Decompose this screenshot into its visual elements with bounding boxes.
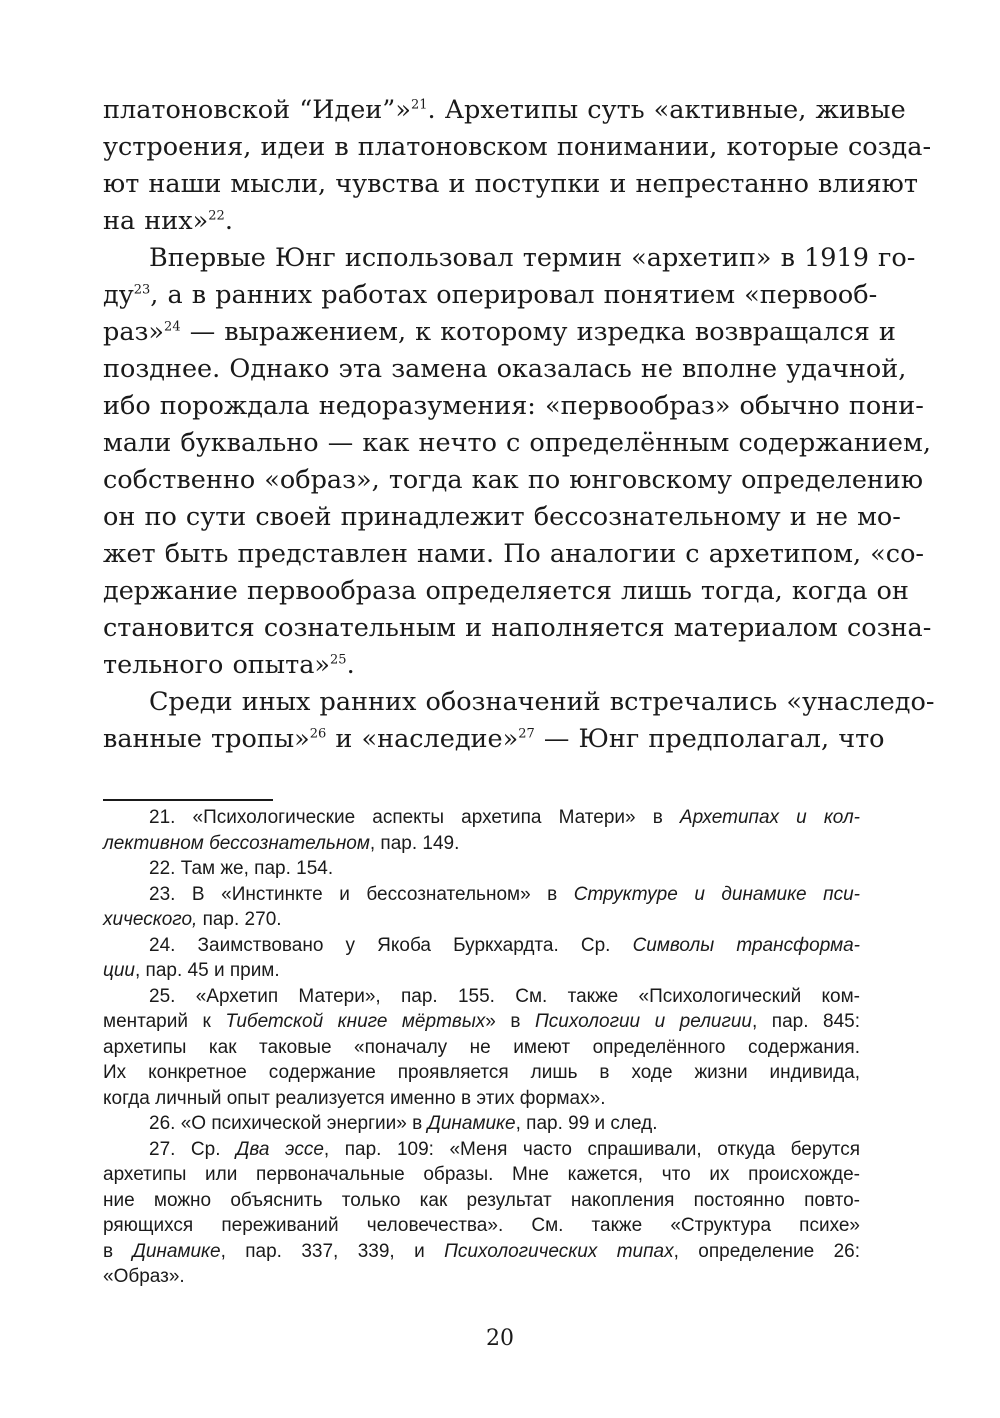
footnote-line: ряющихся переживаний человечества». См. также «Структура психе» [103, 1215, 860, 1236]
footnote-line: ние можно объяснить только как результат накопления постоянно повто- [103, 1189, 860, 1211]
footnote-ref-26[interactable]: 26 [309, 726, 327, 742]
text-line: жет быть представлен нами. По аналогии с архетипом, «со- [103, 539, 925, 569]
footnote-line: архетипы или первоначальные образы. Мне кажется, что их происхожде- [103, 1164, 860, 1185]
footnote-line: когда личный опыт реализуется именно в этих формах». [103, 1087, 606, 1109]
footnote-line: 26. «О психической энергии» в Динамике, пар. 99 и след. [149, 1113, 658, 1134]
text-line: держание первообраза определяется лишь тогда, когда он [103, 576, 909, 606]
text-line: он по сути своей принадлежит бессознательному и не мо- [103, 502, 901, 532]
footnote-ref-23[interactable]: 23 [133, 282, 151, 298]
footnote-24 [103, 933, 860, 984]
footnote-line: ментарий к Тибетской книге мёртвых» в Психологии и религии, пар. 845: [103, 1011, 860, 1032]
footnote-25 [103, 984, 860, 1112]
footnote-line: «Образ». [103, 1266, 185, 1287]
footnote-line: архетипы как таковые «поначалу не имеют определённого содержания. [103, 1036, 860, 1058]
footnote-line: 24. Заимствовано у Якоба Буркхардта. Ср. Символы трансформа- [149, 934, 860, 956]
text-line: мали буквально — как нечто с определённым содержанием, [103, 428, 931, 458]
footnote-27 [103, 1137, 860, 1290]
footnote-22 [103, 856, 860, 882]
text-line: платоновской “Идеи”»$^{21}$. Архетипы суть «активные, живые [103, 95, 906, 125]
footnote-ref-25[interactable]: 25 [330, 652, 347, 668]
footnote-23 [103, 882, 860, 933]
footnote-divider [103, 799, 273, 801]
page-number: 20 [486, 1326, 514, 1351]
text-line: ванные тропы»$^{26}$ и «наследие»$^{27}$ — Юнг предполагал, что [103, 724, 885, 754]
footnote-ref-22[interactable]: 22 [208, 208, 225, 224]
text-line: устроения, идеи в платоновском понимании, которые созда- [103, 132, 932, 162]
footnote-line: Их конкретное содержание проявляется лишь в ходе жизни индивида, [103, 1062, 860, 1083]
footnote-line: 23. В «Инстинкте и бессознательном» в Структуре и динамике пси- [149, 883, 860, 905]
paragraph-1 [103, 92, 932, 240]
paragraph-2 [103, 240, 932, 684]
text-line: раз»$^{24}$ — выражением, к которому изредка возвращался и [103, 317, 896, 347]
footnote-line: в Динамике, пар. 337, 339, и Психологических типах, определение 26: [103, 1240, 861, 1262]
footnote-line: 21. «Психологические аспекты архетипа Матери» в Архетипах и кол- [149, 807, 860, 828]
footnote-ref-24[interactable]: 24 [164, 319, 181, 335]
text-line: Среди иных ранних обозначений встречались «унаследо- [149, 687, 935, 717]
footnote-line: 22. Там же, пар. 154. [149, 858, 334, 879]
text-line: $ду^{23}$, а в ранних работах оперировал понятием «первооб- [103, 280, 878, 310]
text-line: позднее. Однако эта замена оказалась не вполне удачной, [103, 354, 907, 384]
footnote-26 [103, 1111, 860, 1137]
paragraph-3 [103, 684, 935, 758]
footnote-line: ции, пар. 45 и прим. [103, 960, 280, 981]
text-line: на них»$^{22}$. [103, 206, 233, 236]
footnote-line: 27. Ср. Два эссе, пар. 109: «Меня часто спрашивали, откуда берутся [149, 1138, 860, 1160]
footnote-line: лективном бессознательном, пар. 149. [103, 832, 460, 854]
footnote-21 [103, 805, 860, 856]
footnote-line: 25. «Архетип Матери», пар. 155. См. также «Психологический ком- [149, 985, 860, 1007]
footnotes [103, 805, 860, 1290]
footnote-ref-27[interactable]: 27 [518, 726, 535, 742]
footnote-line: хического, пар. 270. [103, 909, 282, 930]
text-line: собственно «образ», тогда как по юнговскому определению [103, 465, 924, 495]
footnote-ref-21[interactable]: 21 [410, 97, 428, 113]
text-line: становится сознательным и наполняется материалом созна- [103, 613, 932, 643]
text-line: Впервые Юнг использовал термин «архетип» в 1919 го- [149, 243, 916, 273]
text-line: тельного опыта»$^{25}$. [103, 650, 355, 680]
main-text [103, 92, 935, 758]
text-line: ибо порождала недоразумения: «первообраз» обычно пони- [103, 391, 924, 421]
text-line: ют наши мысли, чувства и поступки и непрестанно влияют [103, 169, 918, 199]
